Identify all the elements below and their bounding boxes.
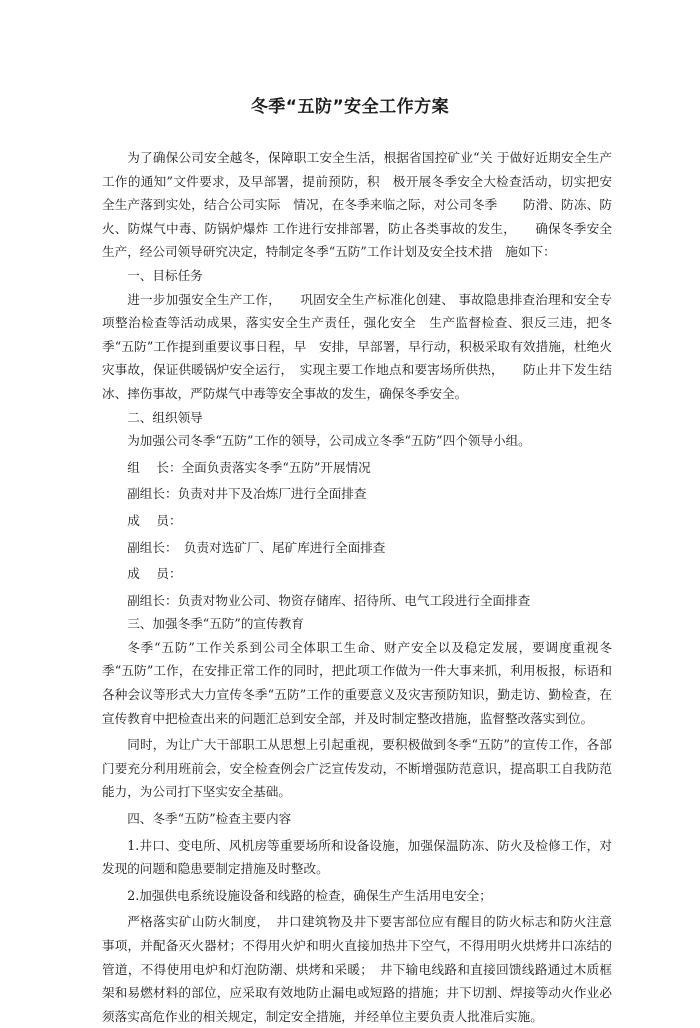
education-paragraph-2: 同时，为让广大干部职工从思想上引起重视，要积极做到冬季“五防”的宣传工作，各部门要充分利用班前会，安全检查例会广泛宣传发动，不断增强防范意识，提高职工自我防范能力，为公司打下坚实安全基础。: [102, 737, 612, 800]
deputy-line-2: 副组长： 负责对选矿厂、尾矿库进行全面排查: [127, 539, 386, 555]
deputy-line-3: 副组长：负责对物业公司、物资存储库、招待所、电气工段进行全面排查: [127, 592, 531, 608]
fire-prevention-paragraph: 严格落实矿山防火制度， 井口建筑物及井下要害部位应有醒目的防火标志和防火注意事项，并配备灭火器材；不得用火炉和明火直接加热井下空气，不得用明火烘烤井口冻结的管道，不得使用电炉和灯泡防潮、烘烤和采暖； 井下输电线路和直接回馈线路通过木质框架和易燃材料的部位，应采取有效地防止漏电或短路的措施；井下切割、焊接等动火作业必须落实高危作业的相关规定，制定安全措施，并经单位主要负责人批准后实施。: [102, 914, 612, 1024]
section-heading-education: 三、加强冬季“五防”的宣传教育: [127, 616, 304, 632]
section-heading-goals: 一、目标任务: [127, 267, 203, 283]
intro-paragraph: 为了确保公司安全越冬，保障职工安全生活，根据省国控矿业“关 于做好近期安全生产工作的通知”文件要求，及早部署，提前预防，积 极开展冬季安全大检查活动，切实把安全生产落到实处，结合公司实际 情况，在冬季来临之际，对公司冬季 防滑、防冻、防火、防煤气中毒、防锅炉爆炸 工作进行安排部署，防止各类事故的发生， 确保冬季安全生产，经公司领导研究决定，特制定冬季“五防”工作计划及安全技术措 施如下：: [102, 150, 612, 260]
organization-paragraph: 为加强公司冬季“五防”工作的领导，公司成立冬季“五防”四个领导小组。: [127, 433, 531, 449]
education-paragraph-1: 冬季“五防”工作关系到公司全体职工生命、财产安全以及稳定发展，要调度重视冬季“五防”工作，在安排正常工作的同时，把此项工作做为一件大事来抓，利用板报，标语和各种会议等形式大力宣传冬季“五防”工作的重要意义及灾害预防知识，勤走访、勤检查，在宣传教育中把检查出来的问题汇总到安全部，并及时制定整改措施，监督整改落实到位。: [102, 639, 612, 726]
inspection-item-2: 2.加强供电系统设施设备和线路的检查，确保生产生活用电安全；: [127, 887, 492, 903]
inspection-item-1: 1.井口、变电所、风机房等重要场所和设备设施，加强保温防冻、防火及检修工作，对发现的问题和隐患要制定措施及时整改。: [102, 837, 612, 877]
goals-paragraph: 进一步加强安全生产工作， 巩固安全生产标准化创建、 事故隐患排查治理和安全专项整治检查等活动成果，落实安全生产责任，强化安全 生产监督检查、狠反三违，把冬季“五防”工作提到重要议事日程，早 安排，早部署，早行动，积极采取有效措施，杜绝火灾事故，保证供暖锅炉安全运行， 实现主要工作地点和要害场所供热， 防止井下发生结冰、摔伤事故，严防煤气中毒等安全事故的发生，确保冬季安全。: [102, 291, 612, 401]
deputy-line-1: 副组长：负责对井下及冶炼厂进行全面排查: [127, 486, 367, 502]
document-body: [102, 146, 612, 1028]
member-line-2: 成 员：: [127, 566, 182, 582]
document-title: 冬季“五防”安全工作方案: [250, 97, 450, 117]
member-line-1: 成 员：: [127, 512, 182, 528]
section-heading-organization: 二、组织领导: [127, 409, 203, 425]
leader-line: 组 长：全面负责落实冬季“五防”开展情况: [127, 459, 371, 475]
section-heading-inspection: 四、冬季“五防”检查主要内容: [127, 811, 292, 827]
